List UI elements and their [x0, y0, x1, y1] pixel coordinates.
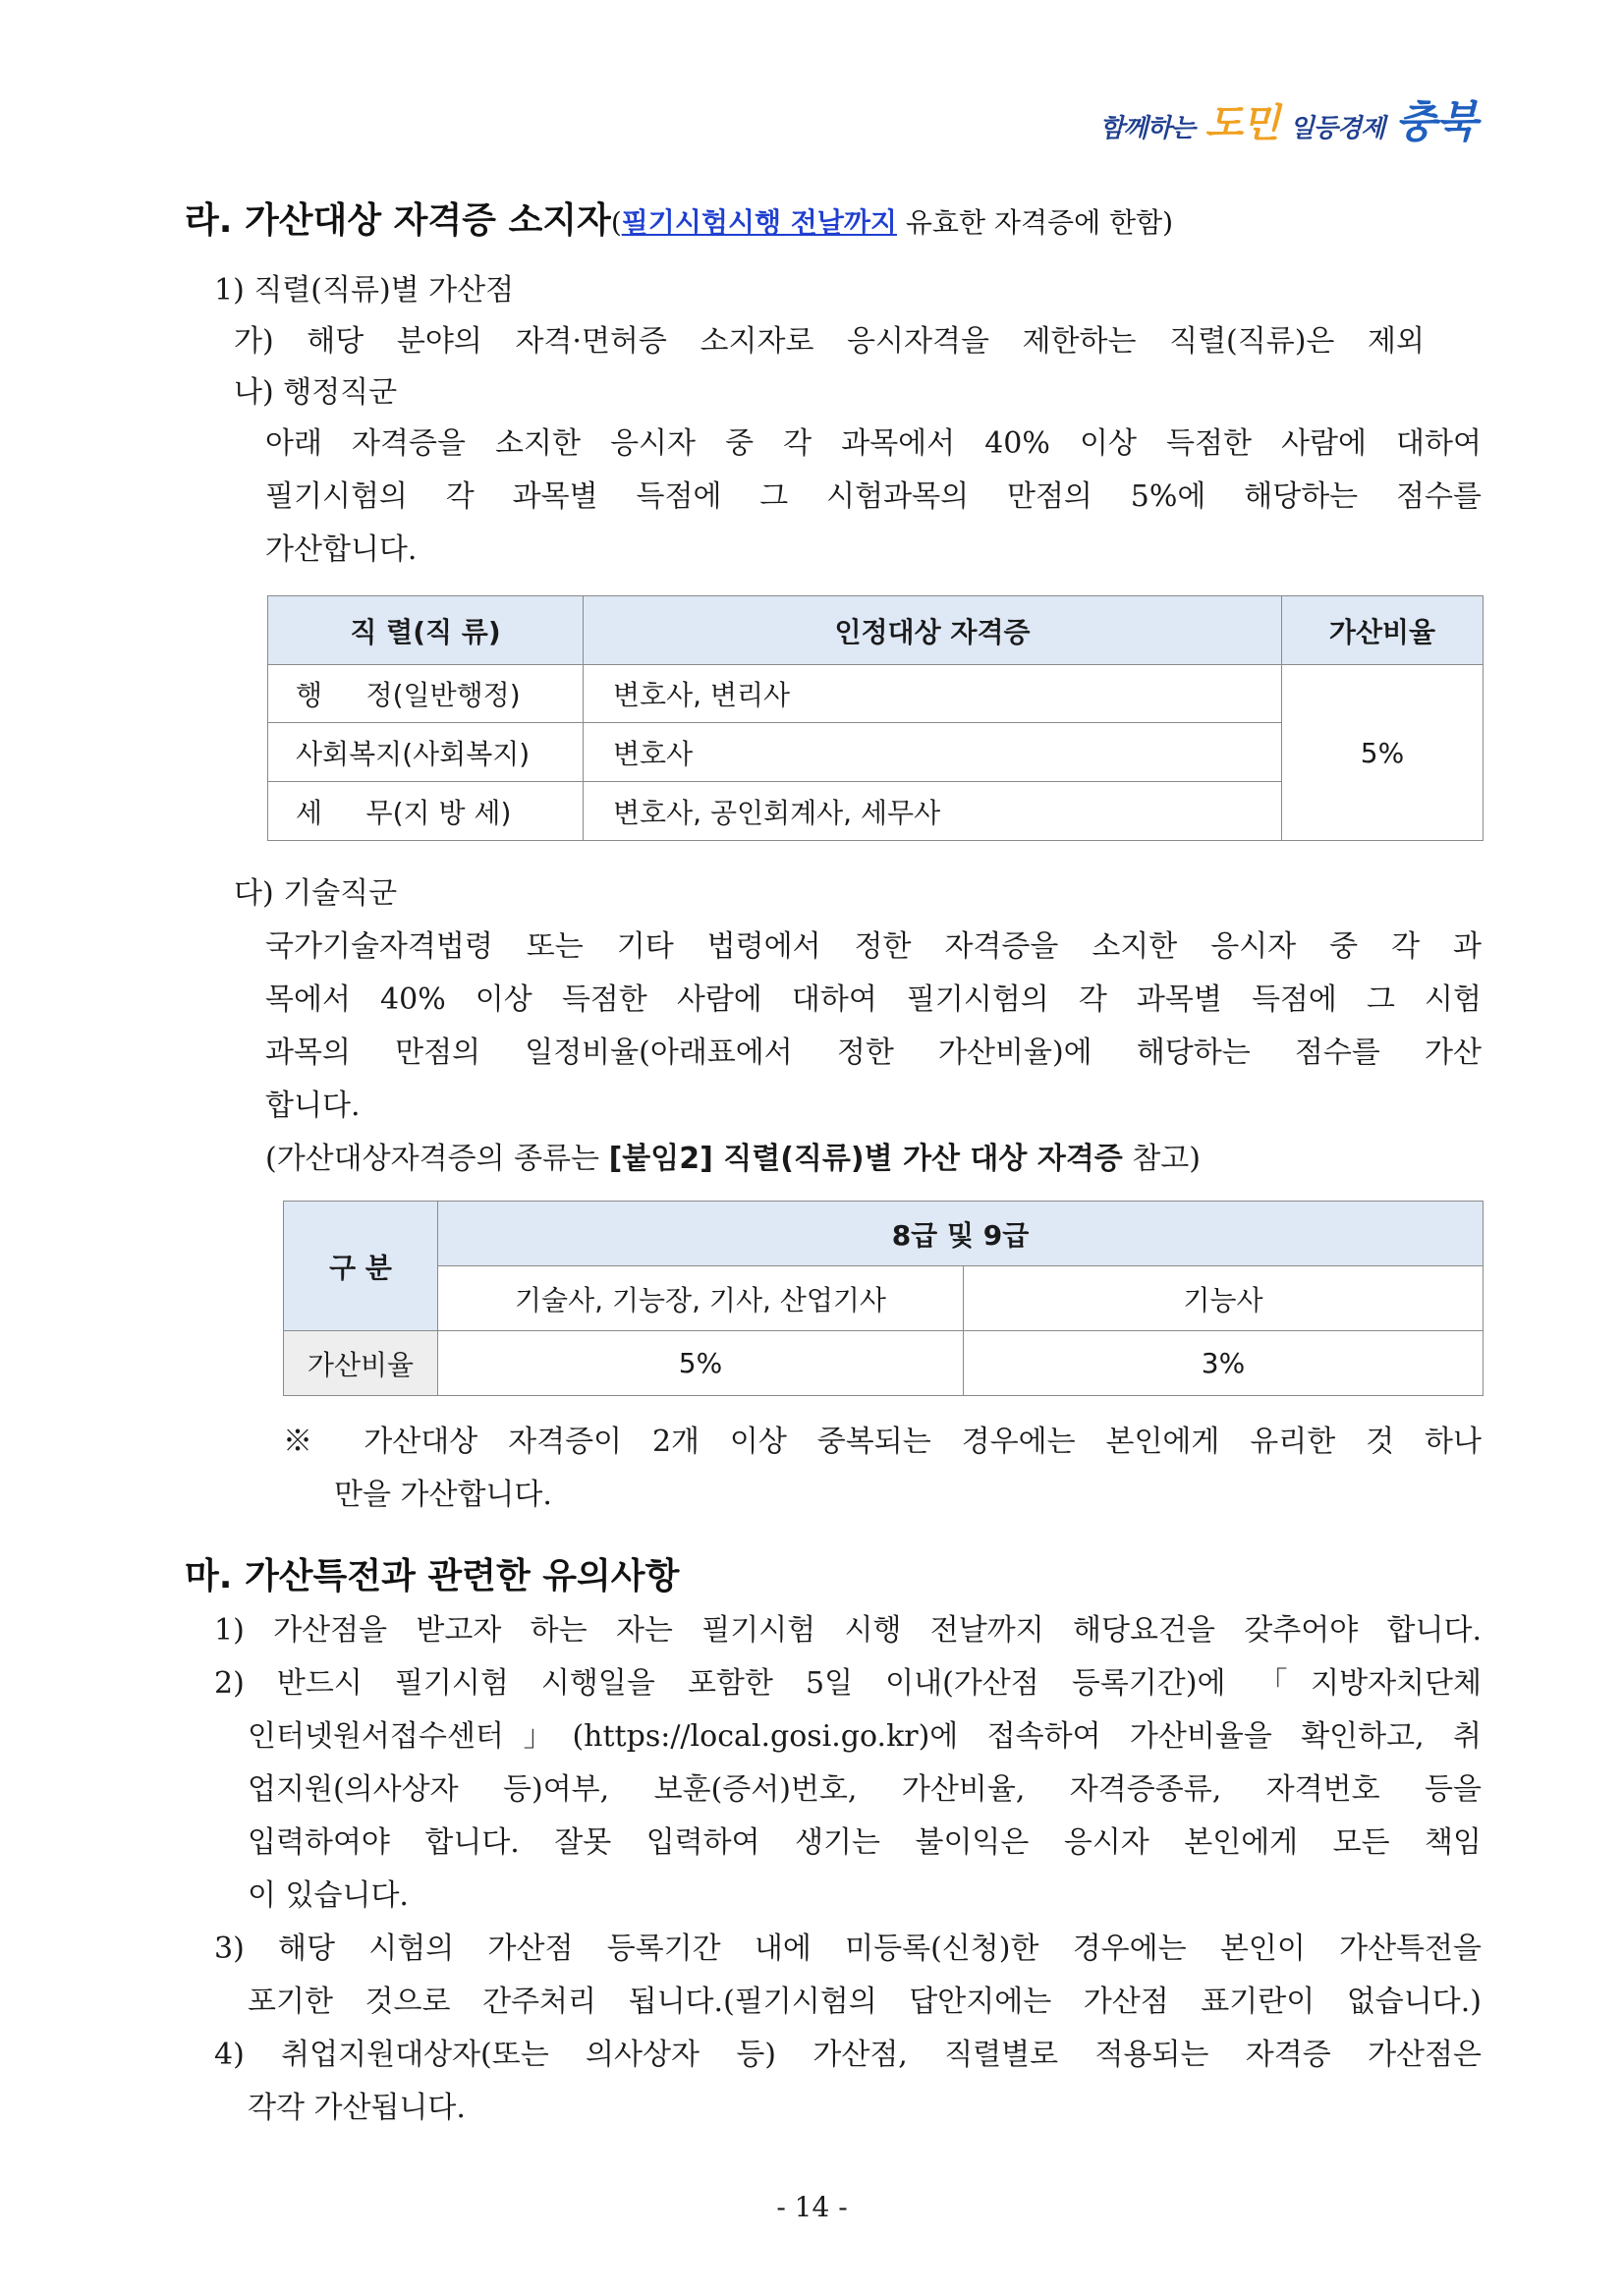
table1-ratio: 5%	[1282, 665, 1484, 841]
item-na: 나) 행정직군	[234, 375, 398, 410]
item-1: 1) 직렬(직류)별 가산점	[214, 273, 515, 308]
section-ra-paren: (	[610, 206, 622, 239]
table1-header-cert: 인정대상 자격증	[584, 596, 1282, 665]
table-row	[284, 1331, 1484, 1396]
da-para-line3: 과목의 만점의 일정비율(아래표에서 정한 가산비율)에 해당하는 점수를 가산	[265, 1036, 1482, 1070]
ma-p4-line1: 4) 취업지원대상자(또는 의사상자 등) 가산점, 직렬별로 적용되는 자격증 가산점은	[214, 2038, 1482, 2072]
table1-header-ratio: 가산비율	[1282, 596, 1484, 665]
section-ra-title: 라. 가산대상 자격증 소지자	[185, 200, 611, 241]
da-para-line2: 목에서 40% 이상 득점한 사람에 대하여 필기시험의 각 과목별 득점에 그 시험	[265, 982, 1482, 1017]
table1-cert: 변호사, 공인회계사, 세무사	[584, 782, 1282, 841]
table1-job: 세 무(지 방 세)	[268, 782, 584, 841]
section-ra-subtitle: 유효한 자격증에 한함)	[896, 206, 1174, 239]
header-logo	[1099, 86, 1477, 149]
ma-p3-line2: 포기한 것으로 간주처리 됩니다.(필기시험의 답안지에는 가산점 표기란이 없습니다.)	[248, 1985, 1482, 2019]
ma-p4-line2: 각각 가산됩니다.	[248, 2091, 466, 2125]
table2-val2: 3%	[964, 1331, 1484, 1396]
table1-job: 사회복지(사회복지)	[268, 723, 584, 782]
table2-row-label: 가산비율	[284, 1331, 438, 1396]
logo-text-2: 도민	[1204, 101, 1279, 146]
logo-text-4: 충북	[1394, 97, 1477, 147]
table2-grade: 8급 및 9급	[438, 1202, 1484, 1266]
table-tech-ratio	[283, 1201, 1484, 1396]
table2-corner: 구 분	[284, 1202, 438, 1331]
item-ga: 가) 해당 분야의 자격·면허증 소지자로 응시자격을 제한하는 직렬(직류)은 제외	[234, 324, 1425, 359]
ma-p2-line4: 입력하여야 합니다. 잘못 입력하여 생기는 불이익은 응시자 본인에게 모든 책임	[248, 1825, 1482, 1860]
ma-p2-line1: 2) 반드시 필기시험 시행일을 포함한 5일 이내(가산점 등록기간)에 「지방자치단체	[214, 1666, 1482, 1701]
table1-header-job: 직 렬(직 류)	[268, 596, 584, 665]
table1-job: 행 정(일반행정)	[268, 665, 584, 723]
table1-cert: 변호사	[584, 723, 1282, 782]
section-ma-heading: 마. 가산특전과 관련한 유의사항	[185, 1556, 680, 1596]
note-line2: 만을 가산합니다.	[334, 1478, 552, 1512]
table2-col2: 기능사	[964, 1266, 1484, 1331]
table-admin-certs	[267, 595, 1484, 841]
da-para-line1: 국가기술자격법령 또는 기타 법령에서 정한 자격증을 소지한 응시자 중 각 과	[265, 929, 1482, 964]
table1-cert: 변호사, 변리사	[584, 665, 1282, 723]
reference-note	[265, 1140, 1201, 1179]
ma-p3-line1: 3) 해당 시험의 가산점 등록기간 내에 미등록(신청)한 경우에는 본인이 가산특전을	[214, 1931, 1482, 1966]
table2-val1: 5%	[438, 1331, 964, 1396]
note-line1: ※ 가산대상 자격증이 2개 이상 중복되는 경우에는 본인에게 유리한 것 하나	[283, 1425, 1482, 1459]
na-para-line1: 아래 자격증을 소지한 응시자 중 각 과목에서 40% 이상 득점한 사람에 대하여	[265, 426, 1482, 461]
logo-text-3: 일등경제	[1289, 114, 1385, 143]
na-para-line3: 가산합니다.	[265, 532, 418, 567]
ma-p2-line2: 인터넷원서접수센터」(https://local.gosi.go.kr)에 접속하여 가산비율을 확인하고, 취	[248, 1719, 1482, 1754]
na-para-line2: 필기시험의 각 과목별 득점에 그 시험과목의 만점의 5%에 해당하는 점수를	[265, 479, 1482, 514]
ma-p2-line3: 업지원(의사상자 등)여부, 보훈(증서)번호, 가산비율, 자격증종류, 자격번호 등을	[248, 1772, 1482, 1807]
item-da: 다) 기술직군	[234, 876, 398, 911]
da-para-line4: 합니다.	[265, 1089, 361, 1123]
section-ra-heading	[185, 193, 1173, 243]
section-ra-link[interactable]: 필기시험시행 전날까지	[621, 206, 897, 239]
reference-post: 참고)	[1122, 1142, 1201, 1176]
reference-pre: (가산대상자격증의 종류는	[265, 1142, 609, 1176]
reference-bold: [붙임2] 직렬(직류)별 가산 대상 자격증	[608, 1142, 1123, 1176]
ma-p1: 1) 가산점을 받고자 하는 자는 필기시험 시행 전날까지 해당요건을 갖추어야 합니다.	[214, 1613, 1482, 1648]
ma-p2-line5: 이 있습니다.	[248, 1878, 409, 1913]
page-number: - 14 -	[776, 2191, 848, 2223]
table2-col1: 기술사, 기능장, 기사, 산업기사	[438, 1266, 964, 1331]
logo-text-1: 함께하는	[1099, 114, 1195, 143]
table-row	[268, 665, 1484, 723]
